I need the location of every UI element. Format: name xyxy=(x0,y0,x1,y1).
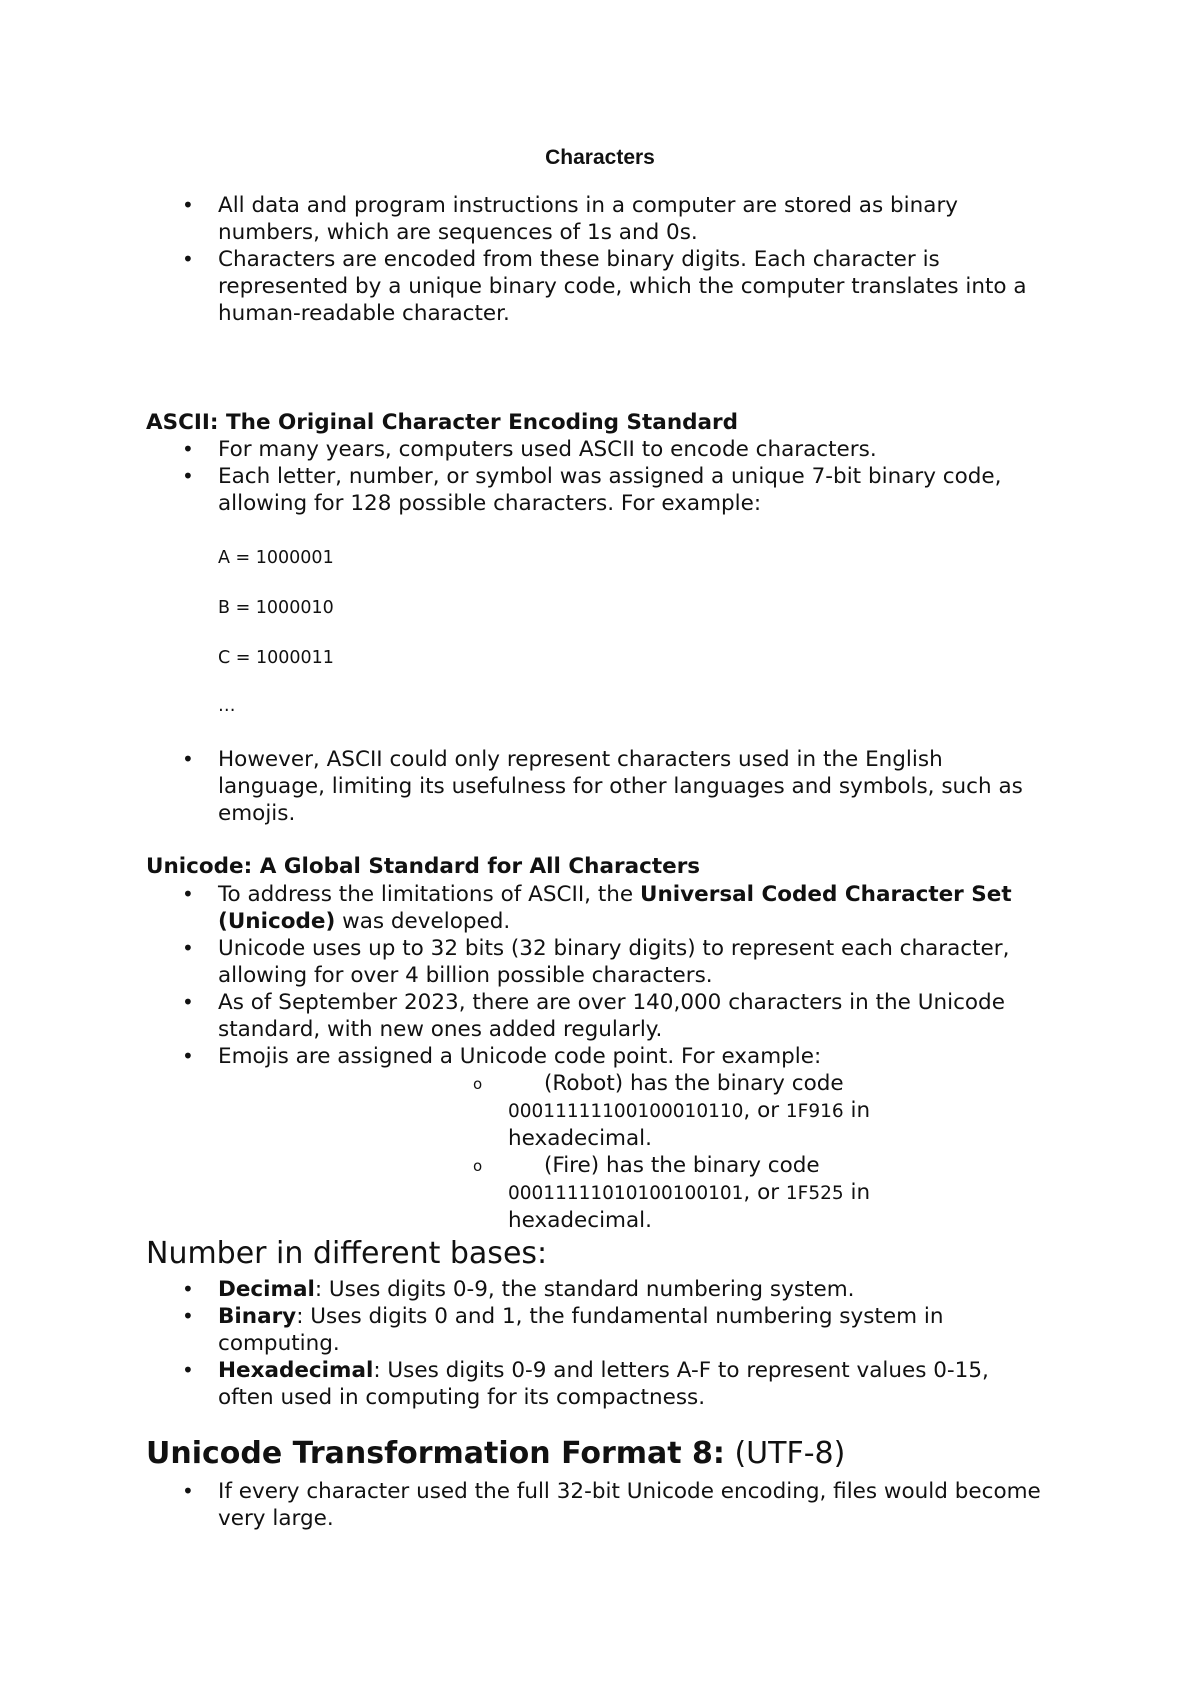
unicode-heading: Unicode: A Global Standard for All Characters xyxy=(146,854,701,879)
list-item: • Hexadecimal: Uses digits 0-9 and letters A-F to represent values 0-15, often used in computing for its compactness. xyxy=(182,1358,989,1410)
unicode-list xyxy=(0,881,1200,1234)
ascii-example-a: A = 1000001 xyxy=(218,548,334,568)
list-item: • To address the limitations of ASCII, the Universal Coded Character Set (Unicode) was developed. xyxy=(182,882,1012,934)
page-title: Characters xyxy=(545,146,655,169)
bullet-icon: • xyxy=(182,1358,194,1382)
utf8-heading: Unicode Transformation Format 8: (UTF-8) xyxy=(146,1436,846,1471)
list-item: • All data and program instructions in a computer are stored as binary numbers, which are sequences of 1s and 0s. xyxy=(182,193,959,245)
bullet-icon: • xyxy=(182,747,194,771)
bullet-icon: • xyxy=(182,882,194,906)
emoji-robot-item: o (Robot) has the binary code 00011111100100010110, or 1F916 in hexadecimal. xyxy=(473,1071,871,1151)
bullet-icon: • xyxy=(182,990,194,1014)
list-item: • Unicode uses up to 32 bits (32 binary digits) to represent each character, allowing for over 4 billion possible characters. xyxy=(182,936,1010,988)
bullet-icon: • xyxy=(182,1479,194,1503)
bullet-icon: • xyxy=(182,1304,194,1328)
list-item: • Decimal: Uses digits 0-9, the standard numbering system. xyxy=(182,1277,855,1302)
circle-bullet-icon: o xyxy=(473,1075,483,1093)
bullet-icon: • xyxy=(182,464,194,488)
emoji-fire-item: o (Fire) has the binary code 00011111010100100101, or 1F525 in hexadecimal. xyxy=(473,1153,871,1233)
ascii-example-ellipsis: … xyxy=(218,696,236,716)
ascii-heading: ASCII: The Original Character Encoding Standard xyxy=(146,410,739,435)
list-item: • Characters are encoded from these binary digits. Each character is represented by a unique binary code, which the computer translates into a human-readable character. xyxy=(182,247,1027,326)
list-item: • As of September 2023, there are over 140,000 characters in the Unicode standard, with new ones added regularly. xyxy=(182,990,1005,1042)
list-item: • If every character used the full 32-bit Unicode encoding, files would become very large. xyxy=(182,1479,1041,1531)
bullet-icon: • xyxy=(182,247,194,271)
utf8-list xyxy=(0,1478,1200,1532)
bases-list xyxy=(0,1276,1200,1411)
bullet-icon: • xyxy=(182,193,194,217)
list-item: • Binary: Uses digits 0 and 1, the fundamental numbering system in computing. xyxy=(182,1304,944,1356)
bases-heading: Number in different bases: xyxy=(146,1236,548,1271)
bullet-icon: • xyxy=(182,437,194,461)
ascii-example-c: C = 1000011 xyxy=(218,648,334,668)
intro-list xyxy=(0,192,1200,327)
circle-bullet-icon: o xyxy=(473,1157,483,1175)
ascii-limitation-list xyxy=(0,746,1200,827)
list-item: • Each letter, number, or symbol was assigned a unique 7-bit binary code, allowing for 128 possible characters. For example: xyxy=(182,464,1002,516)
list-item: • Emojis are assigned a Unicode code point. For example: o (Robot) has the binary code 00011111100100010110, or 1F916 in hexadecimal. o (Fire) has the binary code 00011111010100100101, or 1F525 in hexadecimal. xyxy=(0,1043,1200,1234)
ascii-example-b: B = 1000010 xyxy=(218,598,334,618)
list-item: • For many years, computers used ASCII to encode characters. xyxy=(182,437,877,462)
bullet-icon: • xyxy=(182,1277,194,1301)
emoji-sublist xyxy=(218,1070,1050,1234)
bullet-icon: • xyxy=(182,936,194,960)
bullet-icon: • xyxy=(182,1044,194,1068)
ascii-list xyxy=(0,436,1200,517)
list-item: • However, ASCII could only represent characters used in the English language, limiting its usefulness for other languages and symbols, such as emojis. xyxy=(182,747,1023,826)
